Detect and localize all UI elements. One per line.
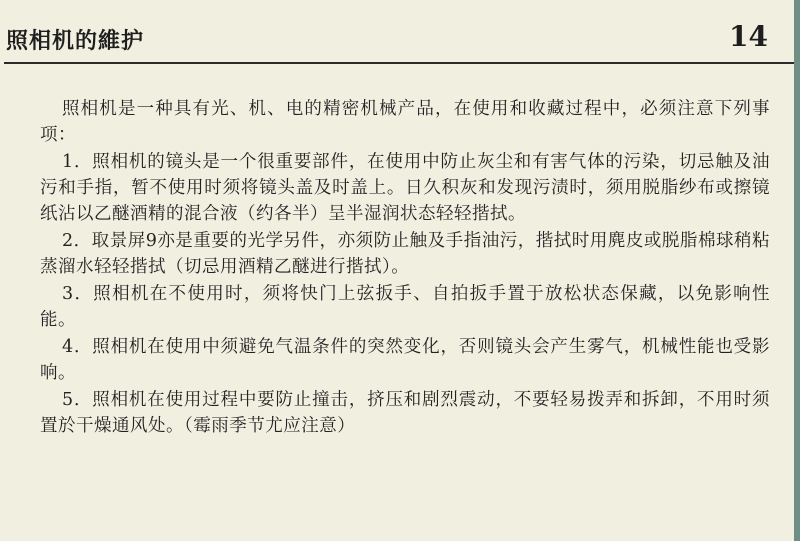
list-item: 2．取景屏9亦是重要的光学另件，亦须防止触及手指油污，揩拭时用麂皮或脱脂棉球稍粘蒸溜水轻轻揩拭（切忌用酒精乙醚进行揩拭）。 — [40, 231, 770, 277]
list-item: 3．照相机在不使用时，须将快门上弦扳手、自拍扳手置于放松状态保藏，以免影响性能。 — [40, 284, 770, 330]
header-divider — [4, 62, 800, 64]
list-item: 5．照相机在使用过程中要防止撞击，挤压和剧烈震动，不要轻易拨弄和拆卸，不用时须置於干燥通风处。（霉雨季节尤应注意） — [40, 390, 770, 436]
page-number: 14 — [729, 20, 768, 53]
intro-paragraph: 照相机是一种具有光、机、电的精密机械产品，在使用和收藏过程中，必须注意下列事项： — [40, 99, 770, 145]
page-header — [0, 0, 800, 68]
body-text — [40, 96, 770, 440]
section-title: 照相机的維护 — [6, 29, 145, 54]
list-item: 4．照相机在使用中须避免气温条件的突然变化，否则镜头会产生雾气，机械性能也受影响。 — [40, 337, 770, 383]
page-edge — [794, 0, 800, 541]
list-item: 1．照相机的镜头是一个很重要部件，在使用中防止灰尘和有害气体的污染，切忌触及油污和手指，暂不使用时须将镜头盖及时盖上。日久积灰和发现污渍时，须用脱脂纱布或擦镜纸沾以乙醚酒精的混合液（约各半）呈半湿润状态轻轻揩拭。 — [40, 152, 770, 224]
